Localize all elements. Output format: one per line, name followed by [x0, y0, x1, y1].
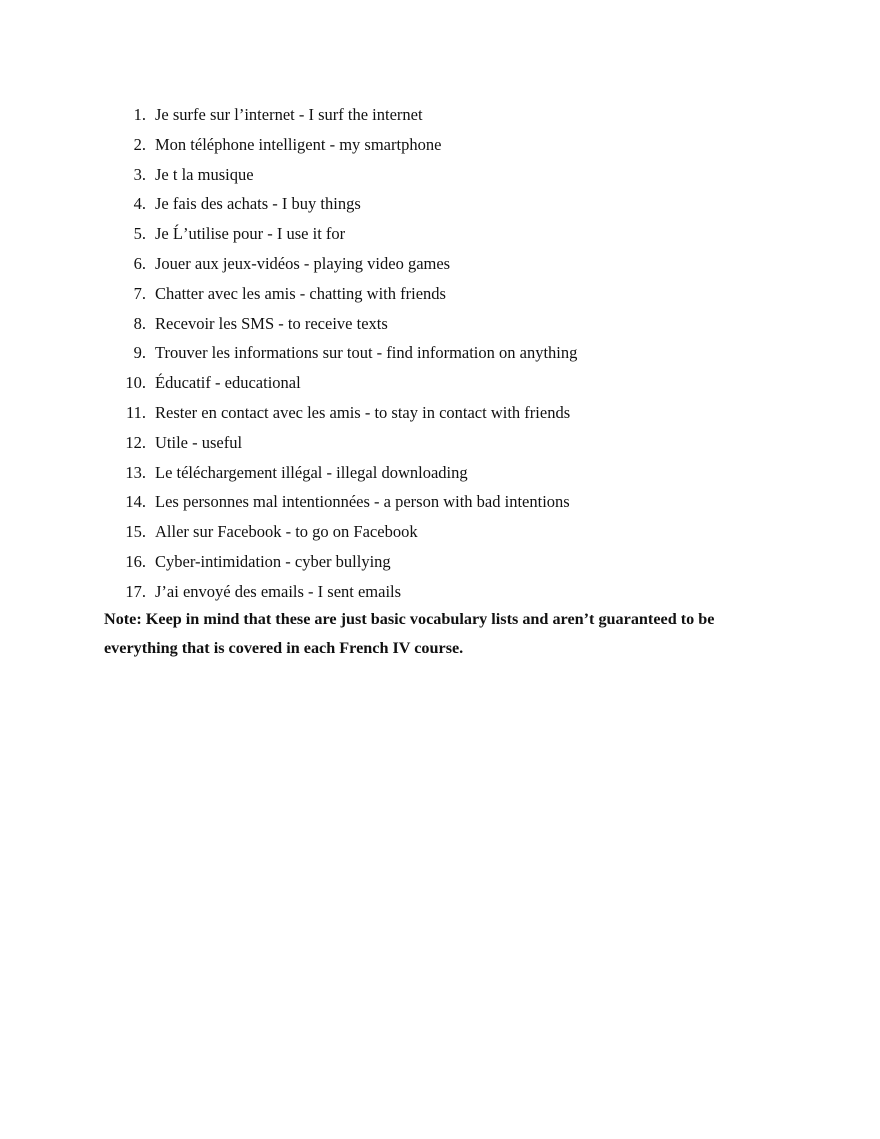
item-number: 10. — [125, 373, 146, 393]
list-item — [0, 309, 880, 339]
item-number: 14. — [125, 492, 146, 512]
item-text: Je Ĺ’utilise pour - I use it for — [155, 224, 346, 244]
list-item — [0, 398, 880, 428]
list-item — [0, 219, 880, 249]
item-number: 11. — [125, 402, 146, 422]
list-item — [0, 189, 880, 219]
item-text: Jouer aux jeux-vidéos - playing video games — [155, 253, 451, 273]
item-text: Recevoir les SMS - to receive texts — [155, 313, 388, 333]
item-number: 3. — [133, 164, 146, 184]
item-number: 4. — [133, 194, 146, 214]
item-number: 16. — [125, 551, 146, 571]
item-text: Cyber-intimidation - cyber bullying — [155, 551, 391, 571]
item-text: Chatter avec les amis - chatting with friends — [155, 283, 446, 303]
item-text: Trouver les informations sur tout - find information on anything — [155, 343, 578, 363]
note-paragraph: Note: Keep in mind that these are just basic vocabulary lists and aren’t guaranteed to be everything that is covered in each French IV course. — [104, 610, 715, 657]
item-number: 17. — [125, 581, 146, 601]
item-text: Éducatif - educational — [155, 373, 301, 393]
item-text: Mon téléphone intelligent - my smartphone — [155, 134, 442, 154]
list-item — [0, 130, 880, 160]
item-number: 2. — [133, 134, 146, 154]
vocabulary-list — [0, 100, 880, 607]
item-number: 13. — [125, 462, 146, 482]
list-item — [0, 517, 880, 547]
list-item — [0, 249, 880, 279]
item-text: Aller sur Facebook - to go on Facebook — [155, 522, 418, 542]
item-text: Utile - useful — [155, 432, 243, 452]
item-text: Les personnes mal intentionnées - a person with bad intentions — [155, 492, 570, 512]
item-text: Je t la musique — [155, 164, 254, 184]
item-number: 9. — [133, 343, 146, 363]
list-item — [0, 458, 880, 488]
item-number: 5. — [133, 224, 146, 244]
list-item — [0, 577, 880, 607]
list-item — [0, 338, 880, 368]
list-item — [0, 547, 880, 577]
item-number: 6. — [133, 253, 146, 273]
item-text: Je fais des achats - I buy things — [155, 194, 361, 214]
list-item — [0, 100, 880, 130]
list-item — [0, 487, 880, 517]
list-item — [0, 428, 880, 458]
item-text: J’ai envoyé des emails - I sent emails — [155, 581, 402, 601]
item-number: 15. — [125, 522, 146, 542]
item-number: 8. — [133, 313, 146, 333]
item-number: 7. — [133, 283, 146, 303]
list-item — [0, 368, 880, 398]
item-number: 1. — [133, 105, 146, 124]
list-item — [0, 279, 880, 309]
item-text: Je surfe sur l’internet - I surf the internet — [155, 105, 423, 124]
item-number: 12. — [125, 432, 146, 452]
list-item — [0, 160, 880, 190]
item-text: Le téléchargement illégal - illegal downloading — [155, 462, 468, 482]
item-text: Rester en contact avec les amis - to stay in contact with friends — [155, 402, 571, 422]
